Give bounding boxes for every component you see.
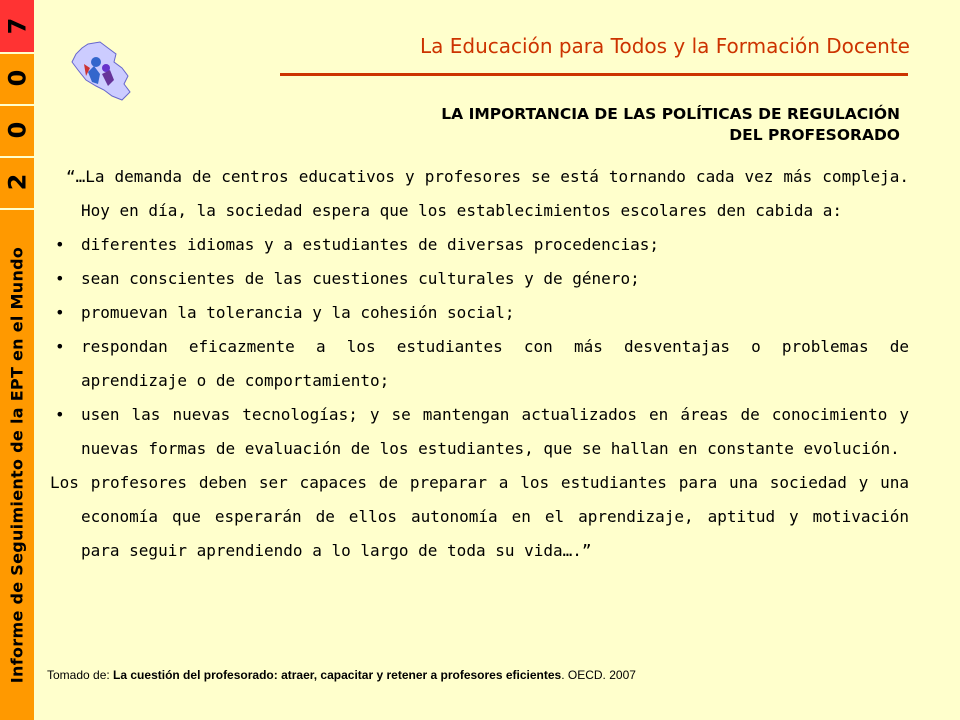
bullet-icon: • (55, 337, 65, 356)
list-item-text: usen las nuevas tecnologías; y se mantengan actualizados en áreas de conocimiento y nuevas formas de evaluación de los estudiantes, que se hallan en constante evolución. (81, 405, 909, 458)
list-item (50, 398, 909, 466)
year-digit-box (0, 156, 34, 210)
sidebar-title (0, 210, 34, 720)
closing-paragraph: Los profesores deben ser capaces de preparar a los estudiantes para una sociedad y una economía que esperarán de ellos autonomía en el aprendizaje, aptitud y motivación para seguir aprendiendo a lo largo de toda su vida….” (50, 473, 909, 560)
list-item-text: diferentes idiomas y a estudiantes de diversas procedencias; (81, 235, 659, 254)
year-digit: 0 (2, 121, 31, 139)
bullet-icon: • (55, 405, 65, 424)
year-digit: 0 (2, 69, 31, 87)
year-digit: 2 (2, 173, 31, 191)
list-item (50, 262, 909, 296)
subtitle-line: DEL PROFESORADO (729, 126, 900, 144)
year-digit: 7 (2, 17, 31, 35)
source-citation (47, 668, 636, 682)
section-subtitle (300, 104, 900, 146)
bullet-icon: • (55, 269, 65, 288)
list-item-text: respondan eficazmente a los estudiantes con más desventajas o problemas de aprendizaje o de comportamiento; (81, 337, 909, 390)
subtitle-line: LA IMPORTANCIA DE LAS POLÍTICAS DE REGULACIÓN (441, 105, 900, 123)
list-item (50, 228, 909, 262)
list-item (50, 330, 909, 398)
list-item (50, 296, 909, 330)
source-suffix: . OECD. 2007 (561, 668, 636, 682)
bullet-icon: • (55, 303, 65, 322)
source-title: La cuestión del profesorado: atraer, capacitar y retener a profesores eficientes (113, 668, 562, 682)
quote-content (50, 160, 909, 568)
bullet-icon: • (55, 235, 65, 254)
intro-paragraph: “…La demanda de centros educativos y profesores se está tornando cada vez más compleja. Hoy en día, la sociedad espera que los establecimientos escolares den cabida a: (66, 167, 909, 220)
list-item-text: sean conscientes de las cuestiones culturales y de género; (81, 269, 640, 288)
bullet-list (50, 228, 909, 466)
page-title: La Educación para Todos y la Formación Docente (420, 34, 910, 58)
year-digit-box (0, 104, 34, 158)
year-digit-box (0, 0, 34, 54)
peru-map-logo-icon (58, 40, 138, 106)
list-item-text: promuevan la tolerancia y la cohesión social; (81, 303, 515, 322)
sidebar-title-text: Informe de Seguimiento de la EPT en el Mundo (7, 246, 27, 684)
source-prefix: Tomado de: (47, 668, 114, 682)
year-digit-box (0, 52, 34, 106)
title-underline (280, 73, 908, 76)
sidebar (0, 0, 34, 720)
